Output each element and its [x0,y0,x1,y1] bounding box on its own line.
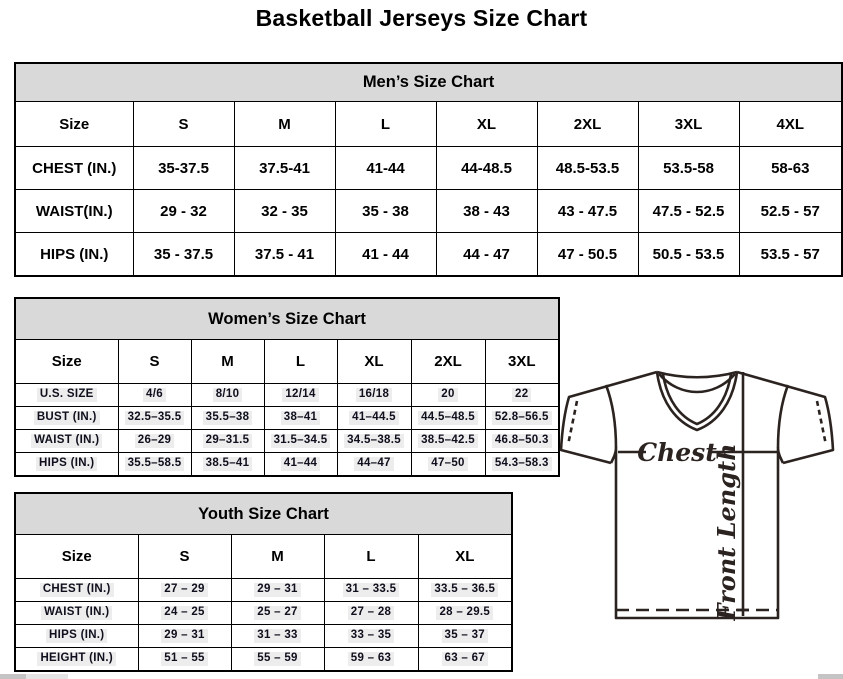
mens-value-cell: 44-48.5 [436,147,537,190]
mens-column-header: XL [436,102,537,147]
womens-value-text: 47–50 [428,457,467,470]
womens-value-text: 32.5–35.5 [125,411,185,424]
mens-row-label: CHEST (IN.) [15,147,133,190]
mens-value-cell: 41 - 44 [335,233,436,277]
womens-size-chart-table [14,297,560,477]
womens-value-cell [191,407,264,430]
youth-row-label [15,579,138,602]
womens-value-text: 41–44.5 [349,411,399,424]
mens-value-cell: 50.5 - 53.5 [638,233,739,277]
womens-value-text: 52.8–56.5 [492,411,552,424]
youth-value-cell [418,602,512,625]
womens-value-text: 26–29 [135,434,174,447]
womens-value-cell [411,407,485,430]
youth-value-text: 29 – 31 [254,583,300,596]
youth-column-header: Size [15,535,138,579]
mens-row-label: WAIST(IN.) [15,190,133,233]
jersey-body-outline [611,448,783,618]
youth-value-text: 55 – 59 [254,652,300,665]
womens-value-cell [264,453,337,477]
womens-column-header: S [118,340,191,384]
mens-data-row [15,190,842,233]
womens-value-text: 38.5–41 [203,457,253,470]
mens-value-cell: 32 - 35 [234,190,335,233]
mens-value-cell: 38 - 43 [436,190,537,233]
womens-value-cell [337,430,411,453]
womens-value-cell [411,384,485,407]
womens-data-row [15,384,559,407]
youth-row-label [15,648,138,672]
womens-row-label-text: U.S. SIZE [37,388,97,401]
youth-column-header: XL [418,535,512,579]
youth-value-text: 27 – 29 [161,583,207,596]
womens-value-text: 38–41 [281,411,320,424]
jersey-vneck-inner [663,374,731,424]
womens-chart-title: Women’s Size Chart [15,298,559,340]
womens-row-label [15,407,118,430]
womens-data-row [15,430,559,453]
youth-chart-title: Youth Size Chart [15,493,512,535]
jersey-right-sleeve-outline [737,372,833,463]
jersey-collar-back-arc [657,372,737,377]
mens-column-header: 2XL [537,102,638,147]
mens-value-cell: 37.5 - 41 [234,233,335,277]
womens-value-text: 41–44 [281,457,320,470]
youth-value-text: 31 – 33 [254,629,300,642]
youth-value-text: 51 – 55 [161,652,207,665]
mens-value-cell: 43 - 47.5 [537,190,638,233]
youth-value-text: 27 – 28 [348,606,394,619]
h-scrollbar-piece-right[interactable] [818,674,843,679]
womens-value-cell [191,430,264,453]
youth-data-row [15,648,512,672]
youth-row-label-text: CHEST (IN.) [40,583,114,596]
mens-column-header-row [15,102,842,147]
youth-value-cell [418,625,512,648]
womens-value-cell [264,430,337,453]
mens-column-header: 4XL [739,102,842,147]
mens-value-cell: 47 - 50.5 [537,233,638,277]
youth-value-cell [231,648,324,672]
womens-value-text: 4/6 [143,388,166,401]
mens-value-cell: 35-37.5 [133,147,234,190]
youth-value-text: 59 – 63 [348,652,394,665]
chest-label: Chest [637,438,717,467]
youth-row-label [15,602,138,625]
youth-value-text: 31 – 33.5 [343,583,400,596]
youth-value-text: 35 – 37 [442,629,488,642]
womens-row-label-text: BUST (IN.) [34,411,100,424]
womens-value-text: 35.5–58.5 [125,457,185,470]
mens-column-header: L [335,102,436,147]
youth-value-cell [324,625,418,648]
womens-value-text: 35.5–38 [203,411,253,424]
jersey-measurement-diagram [556,364,838,634]
mens-value-cell: 29 - 32 [133,190,234,233]
womens-value-text: 20 [438,388,457,401]
womens-value-cell [191,384,264,407]
youth-column-header: M [231,535,324,579]
womens-value-text: 34.5–38.5 [344,434,404,447]
jersey-vneck-outer [657,372,737,430]
womens-row-label [15,430,118,453]
youth-row-label-text: HEIGHT (IN.) [37,652,116,665]
youth-row-label [15,625,138,648]
womens-column-header-row [15,340,559,384]
front-length-label: Front Length [712,443,741,621]
womens-column-header: 3XL [485,340,559,384]
youth-column-header: S [138,535,231,579]
h-scrollbar-track-left[interactable] [26,674,68,679]
mens-value-cell: 53.5 - 57 [739,233,842,277]
womens-value-text: 38.5–42.5 [418,434,478,447]
womens-value-cell [118,384,191,407]
youth-data-row [15,602,512,625]
womens-column-header: XL [337,340,411,384]
womens-value-cell [337,384,411,407]
mens-value-cell: 35 - 38 [335,190,436,233]
mens-column-header: Size [15,102,133,147]
youth-column-header: L [324,535,418,579]
womens-value-text: 31.5–34.5 [271,434,331,447]
womens-value-cell [411,430,485,453]
womens-value-cell [485,453,559,477]
womens-value-text: 44–47 [354,457,393,470]
mens-data-row [15,233,842,277]
mens-chart-title: Men’s Size Chart [15,63,842,102]
womens-row-label-text: HIPS (IN.) [36,457,97,470]
youth-row-label-text: HIPS (IN.) [46,629,107,642]
womens-value-text: 8/10 [213,388,243,401]
mens-column-header: M [234,102,335,147]
womens-value-text: 54.3–58.3 [492,457,552,470]
womens-value-cell [264,384,337,407]
youth-value-cell [418,579,512,602]
youth-value-cell [231,625,324,648]
mens-value-cell: 35 - 37.5 [133,233,234,277]
mens-value-cell: 48.5-53.5 [537,147,638,190]
youth-value-cell [138,648,231,672]
jersey-left-cuff-dashes [568,401,577,445]
womens-data-row [15,453,559,477]
youth-value-text: 25 – 27 [254,606,300,619]
womens-value-cell [337,453,411,477]
mens-value-cell: 41-44 [335,147,436,190]
youth-value-cell [324,648,418,672]
womens-value-cell [118,407,191,430]
womens-value-text: 29–31.5 [203,434,253,447]
youth-data-row [15,579,512,602]
mens-row-label: HIPS (IN.) [15,233,133,277]
womens-column-header: Size [15,340,118,384]
mens-column-header: S [133,102,234,147]
mens-value-cell: 37.5-41 [234,147,335,190]
mens-size-chart-table [14,62,843,277]
womens-row-label [15,453,118,477]
womens-row-label [15,384,118,407]
mens-value-cell: 58-63 [739,147,842,190]
mens-value-cell: 52.5 - 57 [739,190,842,233]
womens-value-cell [485,384,559,407]
mens-value-cell: 47.5 - 52.5 [638,190,739,233]
womens-column-header: M [191,340,264,384]
youth-value-text: 33.5 – 36.5 [431,583,498,596]
womens-chart-header-row [15,298,559,340]
mens-value-cell: 44 - 47 [436,233,537,277]
womens-value-text: 22 [512,388,531,401]
womens-value-cell [118,430,191,453]
h-scrollbar-thumb-left[interactable] [0,674,26,679]
youth-chart-header-row [15,493,512,535]
jersey-left-armhole-seam [606,385,616,448]
womens-column-header: 2XL [411,340,485,384]
mens-chart-header-row [15,63,842,102]
youth-column-header-row [15,535,512,579]
youth-size-chart-table [14,492,513,672]
womens-value-cell [118,453,191,477]
womens-value-cell [337,407,411,430]
youth-value-text: 63 – 67 [442,652,488,665]
youth-value-cell [138,602,231,625]
youth-data-row [15,625,512,648]
womens-value-cell [411,453,485,477]
mens-data-row [15,147,842,190]
womens-value-cell [485,407,559,430]
womens-value-text: 12/14 [282,388,318,401]
jersey-right-armhole-seam [778,385,788,448]
womens-value-text: 16/18 [356,388,392,401]
mens-column-header: 3XL [638,102,739,147]
youth-row-label-text: WAIST (IN.) [41,606,112,619]
womens-column-header: L [264,340,337,384]
youth-value-cell [138,625,231,648]
jersey-right-cuff-dashes [817,401,826,445]
womens-data-row [15,407,559,430]
page-title: Basketball Jerseys Size Chart [255,5,588,31]
youth-value-cell [324,602,418,625]
womens-value-cell [264,407,337,430]
youth-value-cell [231,579,324,602]
mens-value-cell: 53.5-58 [638,147,739,190]
womens-value-cell [191,453,264,477]
womens-row-label-text: WAIST (IN.) [31,434,102,447]
womens-value-cell [485,430,559,453]
youth-value-cell [324,579,418,602]
youth-value-cell [418,648,512,672]
youth-value-text: 28 – 29.5 [436,606,493,619]
youth-value-text: 24 – 25 [161,606,207,619]
youth-value-text: 33 – 35 [348,629,394,642]
youth-value-cell [138,579,231,602]
youth-value-text: 29 – 31 [161,629,207,642]
youth-value-cell [231,602,324,625]
womens-value-text: 46.8–50.3 [492,434,552,447]
womens-value-text: 44.5–48.5 [418,411,478,424]
